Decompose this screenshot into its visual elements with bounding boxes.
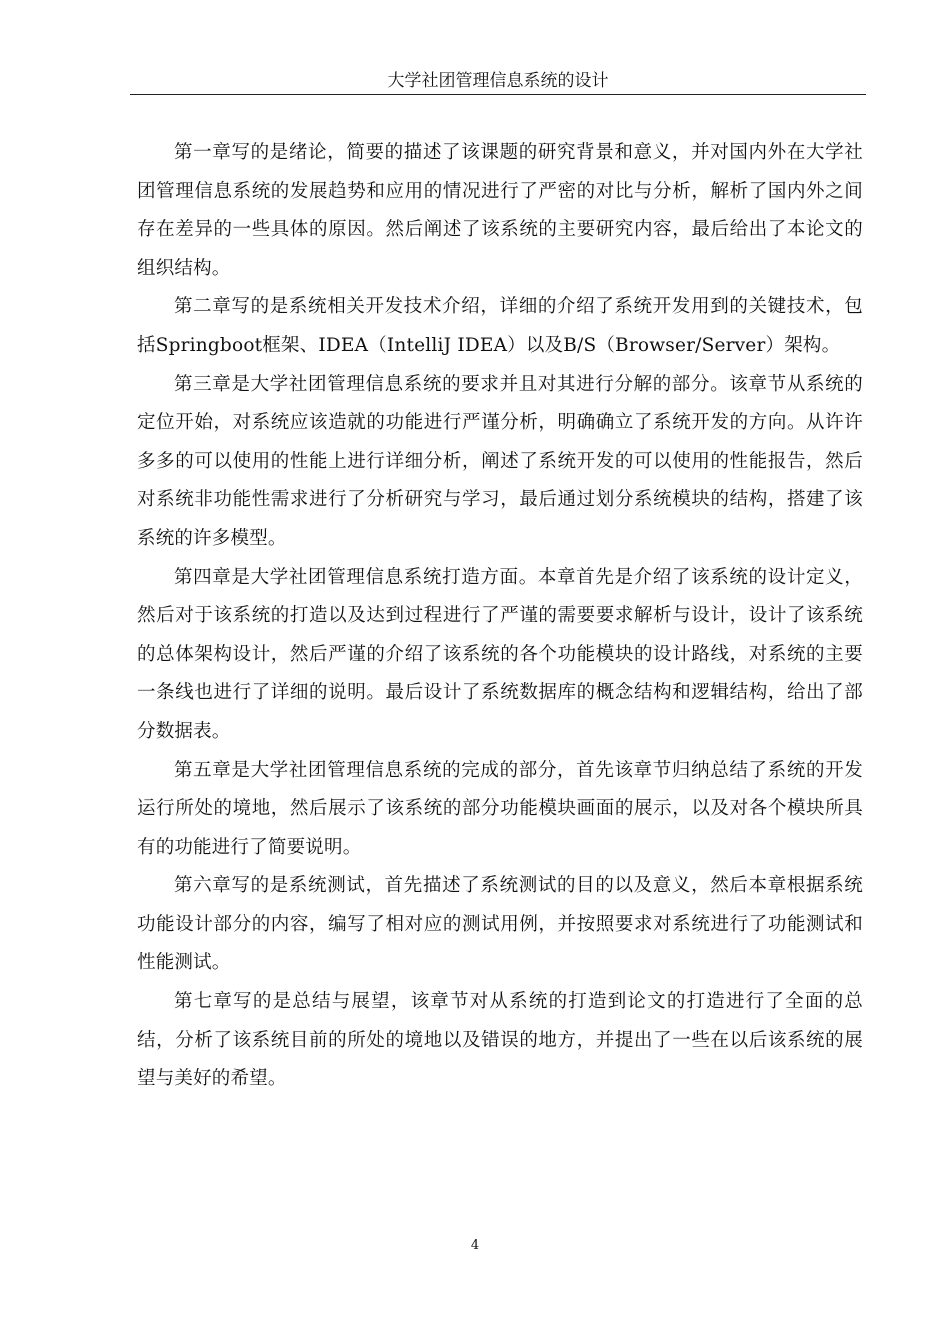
page-number: 4 <box>470 1238 480 1253</box>
paragraph-chapter-2: 第二章写的是系统相关开发技术介绍，详细的介绍了系统开发用到的关键技术，包括Springboot框架、IDEA（IntelliJ IDEA）以及B/S（Browser/Server）架构。 <box>137 296 863 356</box>
paragraph-chapter-4: 第四章是大学社团管理信息系统打造方面。本章首先是介绍了该系统的设计定义，然后对于该系统的打造以及达到过程进行了严谨的需要要求解析与设计，设计了该系统的总体架构设计，然后严谨的介绍了该系统的各个功能模块的设计路线，对系统的主要一条线也进行了详细的说明。最后设计了系统数据库的概念结构和逻辑结构，给出了部分数据表。 <box>137 566 863 742</box>
paragraph-chapter-3: 第三章是大学社团管理信息系统的要求并且对其进行分解的部分。该章节从系统的定位开始，对系统应该造就的功能进行严谨分析，明确确立了系统开发的方向。从许许多多的可以使用的性能上进行详细分析，阐述了系统开发的可以使用的性能报告，然后对系统非功能性需求进行了分析研究与学习，最后通过划分系统模块的结构，搭建了该系统的许多模型。 <box>137 373 863 549</box>
paragraph-chapter-5: 第五章是大学社团管理信息系统的完成的部分，首先该章节归纳总结了系统的开发运行所处的境地，然后展示了该系统的部分功能模块画面的展示，以及对各个模块所具有的功能进行了简要说明。 <box>137 759 863 858</box>
paragraph-chapter-7: 第七章写的是总结与展望，该章节对从系统的打造到论文的打造进行了全面的总结，分析了该系统目前的所处的境地以及错误的地方，并提出了一些在以后该系统的展望与美好的希望。 <box>137 991 863 1090</box>
paragraph-chapter-6: 第六章写的是系统测试，首先描述了系统测试的目的以及意义，然后本章根据系统功能设计部分的内容，编写了相对应的测试用例，并按照要求对系统进行了功能测试和性能测试。 <box>137 875 863 974</box>
paragraph-chapter-1: 第一章写的是绪论，简要的描述了该课题的研究背景和意义，并对国内外在大学社团管理信息系统的发展趋势和应用的情况进行了严密的对比与分析，解析了国内外之间存在差异的一些具体的原因。然后阐述了该系统的主要研究内容，最后给出了本论文的组织结构。 <box>137 142 863 279</box>
body-text <box>137 134 863 1099</box>
running-header: 大学社团管理信息系统的设计 <box>130 70 866 95</box>
